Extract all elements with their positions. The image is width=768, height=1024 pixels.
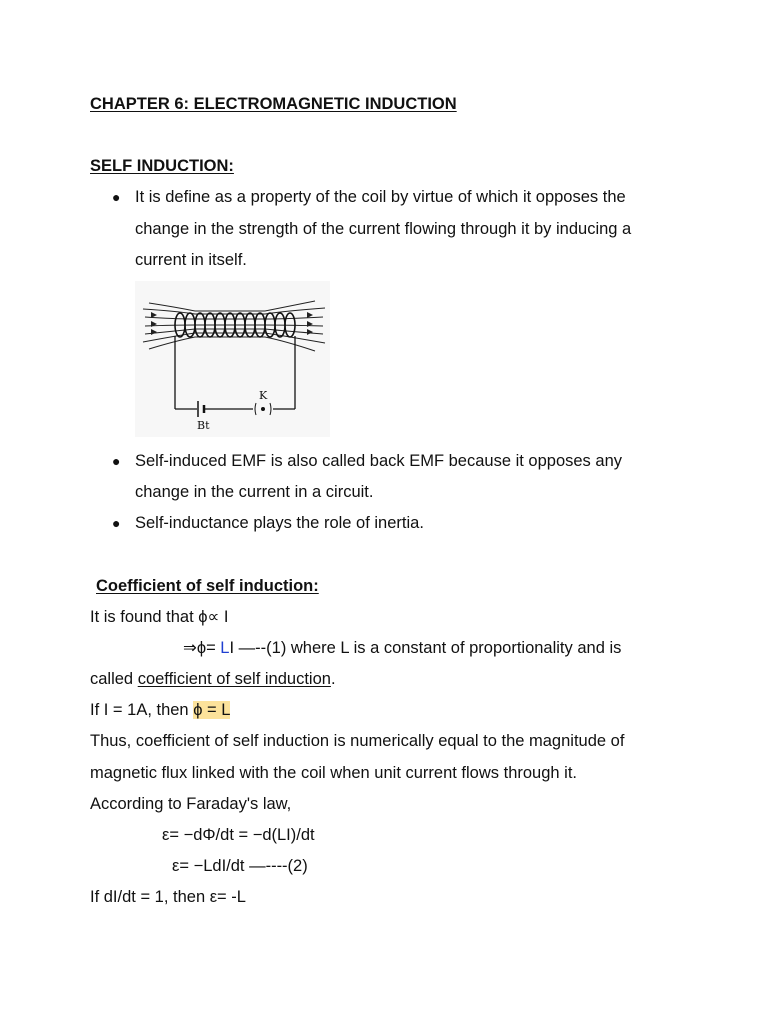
equation-1 <box>183 638 621 658</box>
bullet-1-line-1: It is define as a property of the coil by virtue of which it opposes the <box>135 188 626 206</box>
chapter-title: CHAPTER 6: ELECTROMAGNETIC INDUCTION <box>90 95 457 113</box>
coefficient-term-underlined: coefficient of self induction <box>137 670 331 688</box>
thus-line-1: Thus, coefficient of self induction is numerically equal to the magnitude of <box>90 732 625 750</box>
called-prefix: called <box>90 670 138 688</box>
thus-line-2: magnetic flux linked with the coil when unit current flows through it. <box>90 764 577 782</box>
coefficient-heading: Coefficient of self induction: <box>96 577 319 595</box>
faraday-line: According to Faraday's law, <box>90 795 292 813</box>
equation-1-suffix: I —--(1) where L is a constant of proportionality and is <box>229 639 622 657</box>
bullet-marker: ● <box>112 453 121 469</box>
key-label: K <box>259 389 268 402</box>
solenoid-circuit-diagram <box>135 281 330 437</box>
found-line: It is found that ϕ∝ I <box>90 608 229 626</box>
bullet-marker: ● <box>112 515 121 531</box>
if-line <box>90 700 230 720</box>
bullet-1-line-2: change in the strength of the current flowing through it by inducing a <box>135 220 632 238</box>
equation-b: ε= −LdI/dt —----(2) <box>172 857 308 875</box>
bullet-2-line-1: Self-induced EMF is also called back EMF because it opposes any <box>135 452 622 470</box>
final-line: If dI/dt = 1, then ε= -L <box>90 888 246 906</box>
section-title: SELF INDUCTION: <box>90 157 234 175</box>
called-suffix: . <box>330 670 336 688</box>
bullet-1-line-3: current in itself. <box>135 251 247 269</box>
battery-label: Bt <box>197 419 210 432</box>
bullet-3-line-1: Self-inductance plays the role of inertia. <box>135 514 424 532</box>
bullet-2-line-2: change in the current in a circuit. <box>135 483 374 501</box>
bullet-marker: ● <box>112 189 121 205</box>
highlighted-phi-equals-L: ϕ = L <box>193 701 231 719</box>
if-prefix: If I = 1A, then <box>90 701 194 719</box>
called-line <box>90 669 336 689</box>
equation-a: ε= −dΦ/dt = −d(LI)/dt <box>162 826 315 844</box>
equation-1-L: L <box>220 639 230 657</box>
equation-1-prefix: ⇒ϕ= <box>183 639 221 657</box>
